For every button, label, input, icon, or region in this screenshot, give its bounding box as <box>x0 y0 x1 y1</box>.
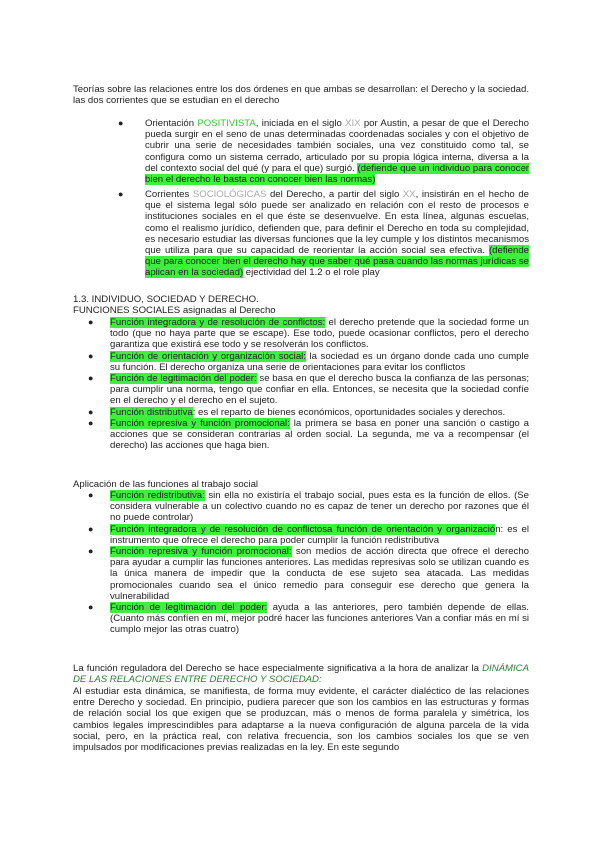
theory-positivista <box>118 118 530 186</box>
bullet: ● <box>88 406 94 417</box>
bullet: ● <box>88 602 94 613</box>
list-item: ● Función distributiva: es el reparto de bienes económicos, oportunidades sociales y derechos. <box>88 406 506 418</box>
function-name: Función de orientación y organización social: <box>110 350 306 362</box>
bullet: ● <box>88 350 94 361</box>
list-item: ● Función redistributiva: sin ella no existiría el trabajo social, pues esta es la función de ellos. (Se considera vulnerable a un colectivo cuando no es capaz de tener un derecho por razones que él no puede controlar) <box>88 490 529 524</box>
list-item: ● Función integradora y de resolución de conflictos: el derecho pretende que la sociedad forme un todo (que no haya parte que se escape). Ese todo, puede ocasionar conflictos, pero el derecho garantiza que existirá ese todo y se resolverán los conflictos. <box>88 317 529 351</box>
bullet: ● <box>88 373 94 384</box>
function-name: Función integradora y de resolución de conflictos: <box>110 317 326 328</box>
century-xix: XIX <box>345 118 361 129</box>
theory-positivista-text: Orientación POSITIVISTA, iniciada en el siglo XIX por Austin, a pesar de que el Derecho pueda surgir en el seno de unas determinadas coordenadas sociales y con el objetivo de cubrir una serie de necesidades también sociales, una vez constituido como tal, se configura como un sistema cerrado, articulado por su propia lógica interna, diversa a la del contexto social del qué (y para el que) surgió. (defiende que un individuo para conocer bien el derecho le basta con conocer bien las normas) <box>145 118 530 186</box>
positivista-note: (defiende que un individuo para conocer bien el derecho le basta con conocer bien las normas) <box>145 162 530 186</box>
list-item: ● Función represiva y función promocional: son medios de acción directa que ofrece el derecho para ayudar a cumplir las funciones anteriores. Las medidas represivas solo se utilizan cuando es la única manera de impedir que la conducta de ese sujeto sea atacada. Las medidas promocionales cuando sea el único remedio para conseguir ese derecho que genera la vulnerabilidad <box>88 546 529 602</box>
function-name: Función represiva y función promocional: <box>110 546 292 558</box>
theory-sociologicas-text: Corrientes SOCIOLÓGICAS del Derecho, a partir del siglo XX, insistirán en el hecho de que el sistema legal sólo puede ser analizado en relación con el resto de procesos e instituciones sociales en el que éste se desenvuelve. En esta línea, algunas escuelas, como el realismo jurídico, defienden que, para definir el Derecho en toda su complejidad, es necesario estudiar las diversas funciones que la ley cumple y los distintos mecanismos que utiliza para que su capacidad de reorientar la acción social sea efectiva. (defiende que para conocer bien el derecho hay que saber qué pasa cuando las normas jurídicas se aplican en la sociedad) ejectividad del 1.2 o el role play <box>145 189 529 279</box>
closing-body: Al estudiar esta dinámica, se manifiesta, de forma muy evidente, el carácter dialéctico de las relaciones entre Derecho y sociedad. En principio, pudiera parecer que son los cambios en las estructuras y formas de relación social los que exigen que se produzcan, más o menos de forma paralela y simétrica, los cambios legales imprescindibles para adaptarse a la nueva configuración de alguna parcela de la vida social, pero, en la práctica real, con relativa frecuencia, son los cambios sociales los que se ven impulsados por modificaciones previas realizadas en la ley. En este segundo <box>73 686 529 754</box>
list-item: ● Función represiva y función promocional: la primera se basa en poner una sanción o castigo a acciones que se consideran contrarias al orden social. La segunda, me va a recompensar (el derecho) las acciones que haga bien. <box>88 417 529 452</box>
social-functions-list <box>88 317 529 452</box>
theory-sociologicas <box>118 189 529 279</box>
functions-heading: FUNCIONES SOCIALES asignadas al Derecho <box>73 305 276 316</box>
work-heading: Aplicación de las funciones al trabajo social <box>73 479 259 490</box>
closing-paragraph: La función reguladora del Derecho se hace especialmente significativa a la hora de analizar la DINÁMICA DE LAS RELACIONES ENTRE DERECHO Y SOCIEDAD: <box>73 663 529 686</box>
intro-paragraph: Teorías sobre las relaciones entre los dos órdenes en que ambas se desarrollan: el Derecho y la sociedad. las dos corrientes que se estudian en el derecho <box>73 84 529 107</box>
bullet: ● <box>88 490 94 500</box>
list-item: ● Función integradora y de resolución de conflictosa función de orientación y organización: es el instrumento que ofrece el derecho para poder cumplir la función redistributiva <box>88 523 529 546</box>
list-item: ● Función de legitimación del poder: se basa en que el derecho busca la confianza de las personas; para cumplir una norma, tengo que confiar en ella. Entonces, se necesita que la sociedad confíe en el derecho y el derecho en el sujeto. <box>88 373 529 407</box>
function-name: Función de legitimación del poder: <box>110 373 257 385</box>
list-item: ● Función de legitimación del poder: ayuda a las anteriores, pero también depende de ellas. (Cuanto más confíen en mí, mejor podré hacer las funciones anteriores Van a confiar más en mí si cumplo mejor las otras cuatro) <box>88 602 529 636</box>
list-item: ● Función de orientación y organización social: la sociedad es un órgano donde cada uno cumple su función. El derecho organiza una serie de orientaciones para evitar los conflictos <box>88 350 529 373</box>
century-xx: XX <box>402 189 416 200</box>
dynamics-heading: DINÁMICA DE LAS RELACIONES ENTRE DERECHO Y SOCIEDAD: <box>73 663 529 686</box>
function-name: Función integradora y de resolución de conflictosa función de orientación y organizació <box>110 523 496 535</box>
function-name: Función de legitimación del poder: <box>110 602 268 614</box>
bullet: ● <box>118 189 124 199</box>
bullet: ● <box>118 118 124 128</box>
bullet: ● <box>88 523 94 534</box>
function-name: Función redistributiva: <box>110 490 205 501</box>
sociologicas-note: (defiende que para conocer bien el derecho hay que saber qué pasa cuando las normas jurídicas se aplican en la sociedad) <box>145 245 529 279</box>
positivista-keyword: POSITIVISTA <box>197 118 256 129</box>
work-functions-list <box>88 490 529 636</box>
bullet: ● <box>88 417 94 428</box>
sociologicas-keyword: SOCIOLÓGICAS <box>192 189 267 200</box>
section-title: 1.3. INDIVIDUO, SOCIEDAD Y DERECHO. <box>73 294 259 305</box>
function-name: Función distributiva <box>110 406 193 418</box>
bullet: ● <box>88 546 94 557</box>
function-name: Función represiva y función promocional: <box>110 417 290 429</box>
bullet: ● <box>88 317 94 327</box>
